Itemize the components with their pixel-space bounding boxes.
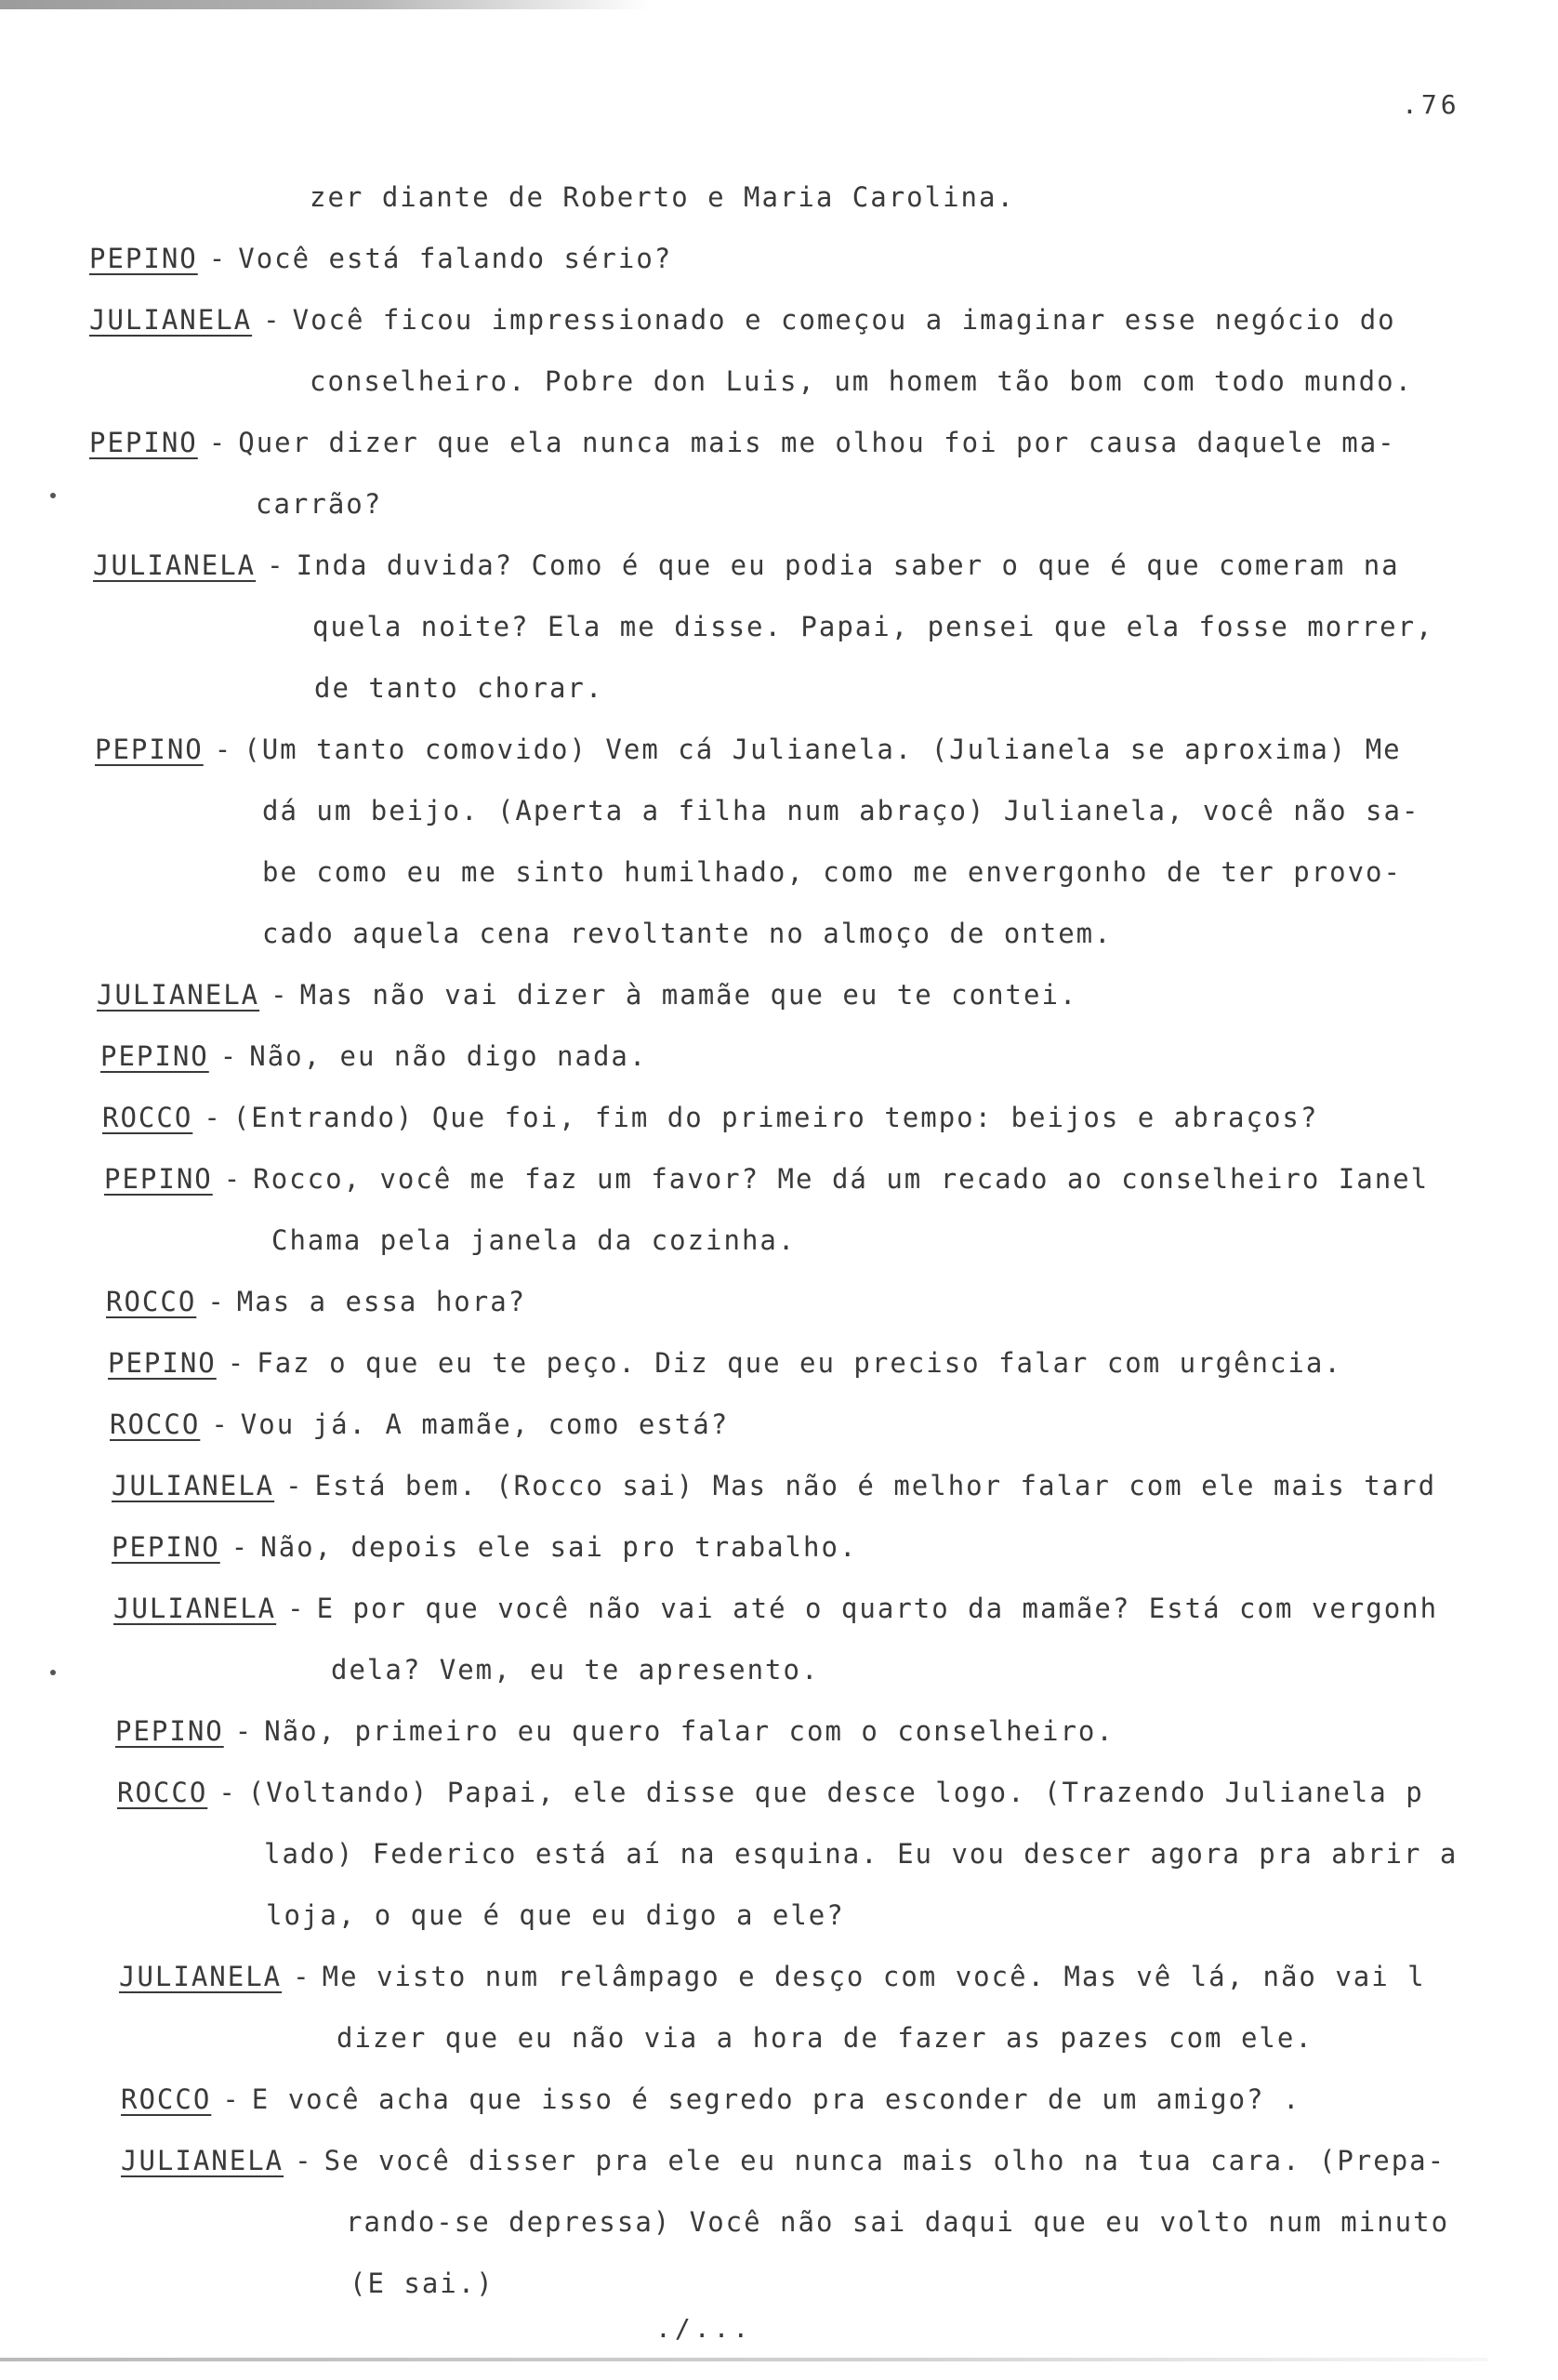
speaker-dash: - [219,1040,239,1072]
speaker-dash: - [285,1470,304,1501]
continuation-line [266,1898,845,1932]
line-text: conselheiro. Pobre don Luis, um homem tão bom com todo mundo. [310,365,1414,397]
dialogue-line [112,1469,1436,1502]
speaker-dash: - [218,1777,237,1808]
line-text: E por que você não vai até o quarto da mamãe? Está com vergonh [316,1593,1439,1624]
speaker-name: ROCCO [121,2083,212,2115]
line-text: E você acha que isso é segredo pra esconder de um amigo? . [251,2083,1301,2115]
line-text: Inda duvida? Como é que eu podia saber o que é que comeram na [296,549,1400,581]
line-text: (Entrando) Que foi, fim do primeiro tempo: beijos e abraços? [232,1102,1319,1133]
line-text: loja, o que é que eu digo a ele? [266,1899,845,1931]
dialogue-line [95,733,1402,766]
line-text: Mas a essa hora? [236,1286,527,1317]
dialogue-line [89,242,672,275]
continuation-line [314,671,603,705]
speaker-dash: - [267,549,285,581]
line-text: dá um beijo. (Aperta a filha num abraço) Julianela, você não sa- [262,795,1420,826]
speaker-name: JULIANELA [89,304,253,336]
continuation-line [262,917,1113,950]
continuation-line [312,610,1434,643]
line-text: Rocco, você me faz um favor? Me dá um recado ao conselheiro Ianel [253,1163,1430,1195]
continuation-line [337,2021,1314,2055]
dialogue-line [89,303,1396,337]
continuation-line [264,1837,1458,1871]
dialogue-line [112,1530,857,1564]
continuation-mark: ./... [655,2313,753,2344]
dialogue-line [108,1346,1342,1380]
line-text: be como eu me sinto humilhado, como me envergonho de ter provo- [262,856,1402,888]
dialogue-line [110,1408,729,1441]
margin-mark [50,1670,56,1675]
line-text: Chama pela janela da cozinha. [271,1224,797,1256]
line-text: carrão? [256,488,383,520]
continuation-line [310,364,1413,398]
dialogue-line [113,1592,1438,1625]
speaker-dash: - [208,427,228,458]
dialogue-line [93,549,1400,582]
page-number: .76 [1402,89,1460,120]
line-text: Faz o que eu te peço. Diz que eu preciso falar com urgência. [257,1347,1342,1379]
line-text: Mas não vai dizer à mamãe que eu te contei. [299,979,1078,1011]
speaker-dash: - [214,734,233,765]
speaker-name: PEPINO [115,1715,224,1747]
speaker-name: PEPINO [89,427,198,458]
dialogue-line [104,1162,1429,1196]
speaker-dash: - [208,243,228,274]
speaker-dash: - [207,1286,226,1317]
line-text: Você está falando sério? [238,243,673,274]
speaker-dash: - [293,1961,311,1992]
line-text: rando-se depressa) Você não sai daqui que eu volto num minuto [346,2206,1450,2238]
speaker-name: ROCCO [106,1286,197,1317]
dialogue-line [89,426,1396,459]
speaker-dash: - [227,1347,246,1379]
dialogue-line [97,978,1077,1012]
speaker-dash: - [223,1163,243,1195]
speaker-name: PEPINO [89,243,198,274]
scan-edge-top [0,0,651,9]
line-text: dizer que eu não via a hora de fazer as pazes com ele. [337,2022,1314,2054]
speaker-dash: - [234,1715,254,1747]
line-text: Vou já. A mamãe, como está? [240,1408,730,1440]
continuation-line [262,855,1402,889]
speaker-name: JULIANELA [119,1961,283,1992]
speaker-name: ROCCO [117,1777,208,1808]
continuation-line [310,180,1015,214]
line-text: (E sai.) [350,2268,495,2299]
speaker-name: JULIANELA [121,2145,284,2176]
speaker-dash: - [222,2083,241,2115]
speaker-name: ROCCO [102,1102,193,1133]
line-text: Você ficou impressionado e começou a imaginar esse negócio do [292,304,1396,336]
line-text: Não, depois ele sai pro trabalho. [260,1531,858,1563]
speaker-name: PEPINO [108,1347,217,1379]
speaker-dash: - [211,1408,230,1440]
dialogue-line [102,1101,1318,1134]
line-text: (Voltando) Papai, ele disse que desce logo. (Trazendo Julianela p [247,1777,1424,1808]
continuation-line [256,487,382,521]
dialogue-line [115,1714,1115,1748]
continuation-line [350,2267,495,2300]
line-text: lado) Federico está aí na esquina. Eu vou descer agora pra abrir a [264,1838,1459,1870]
speaker-name: JULIANELA [93,549,257,581]
line-text: (Um tanto comovido) Vem cá Julianela. (Julianela se aproxima) Me [244,734,1402,765]
speaker-dash: - [287,1593,306,1624]
speaker-name: JULIANELA [112,1470,275,1501]
dialogue-line [100,1039,647,1073]
continuation-line [331,1653,819,1686]
speaker-dash: - [204,1102,222,1133]
dialogue-line [121,2082,1301,2116]
speaker-name: PEPINO [95,734,204,765]
line-text: Não, primeiro eu quero falar com o conselheiro. [264,1715,1115,1747]
dialogue-line [106,1285,526,1318]
speaker-name: PEPINO [104,1163,213,1195]
speaker-name: JULIANELA [113,1593,277,1624]
continuation-line [262,794,1419,827]
line-text: Se você disser pra ele eu nunca mais olho na tua cara. (Prepa- [323,2145,1446,2176]
dialogue-line [119,1960,1426,1993]
continuation-line [346,2205,1449,2239]
line-text: cado aquela cena revoltante no almoço de ontem. [262,918,1113,949]
line-text: Me visto num relâmpago e desço com você. Mas vê lá, não vai l [322,1961,1426,1992]
speaker-dash: - [231,1531,250,1563]
speaker-dash: - [263,304,282,336]
dialogue-line [121,2144,1446,2177]
line-text: de tanto chorar. [314,672,604,704]
speaker-dash: - [271,979,289,1011]
speaker-name: JULIANELA [97,979,260,1011]
dialogue-line [117,1776,1424,1809]
scan-edge-bottom [0,2358,1487,2361]
line-text: quela noite? Ela me disse. Papai, pensei que ela fosse morrer, [312,611,1434,642]
line-text: zer diante de Roberto e Maria Carolina. [310,181,1015,213]
line-text: dela? Vem, eu te apresento. [331,1654,820,1686]
margin-mark [50,493,56,498]
line-text: Está bem. (Rocco sai) Mas não é melhor falar com ele mais tard [314,1470,1437,1501]
speaker-name: PEPINO [112,1531,220,1563]
continuation-line [271,1223,796,1257]
line-text: Não, eu não digo nada. [249,1040,648,1072]
speaker-name: ROCCO [110,1408,201,1440]
line-text: Quer dizer que ela nunca mais me olhou foi por causa daquele ma- [238,427,1396,458]
speaker-name: PEPINO [100,1040,209,1072]
speaker-dash: - [295,2145,313,2176]
